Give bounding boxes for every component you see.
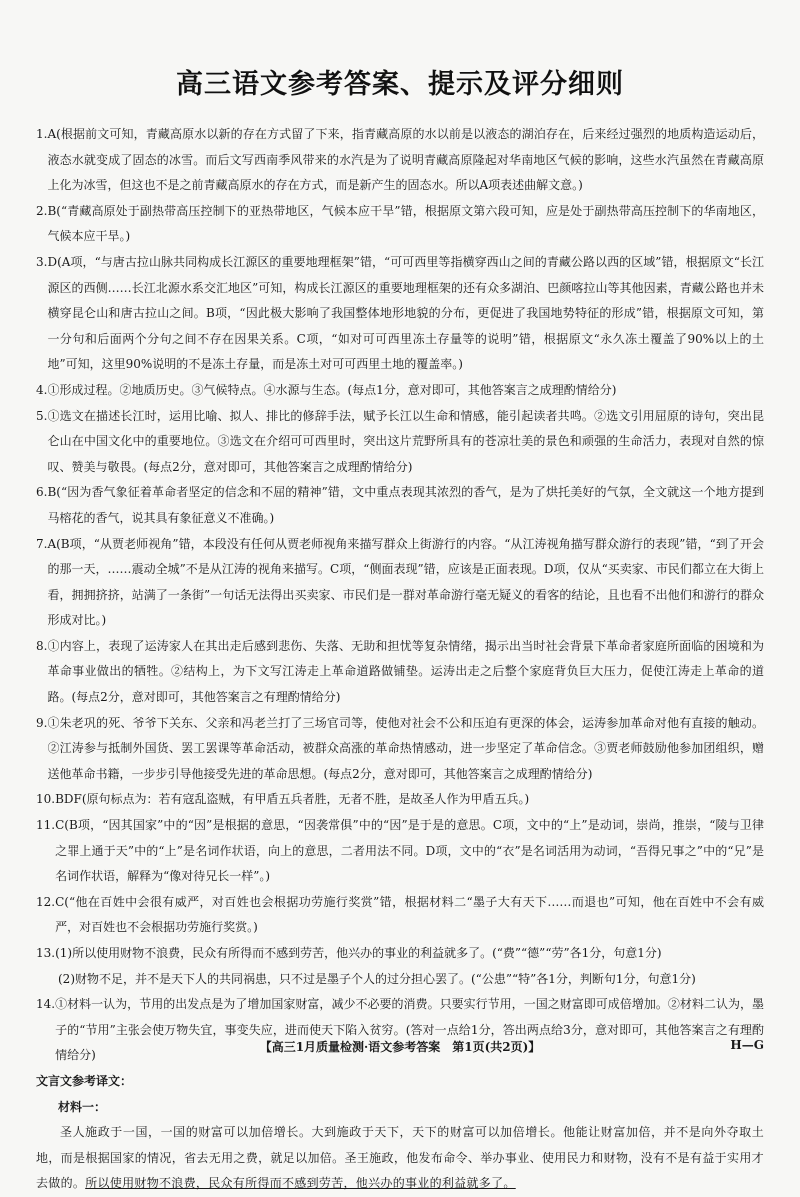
- answer-item: [36, 992, 764, 1069]
- answer-item: [36, 404, 764, 481]
- answer-number: 6.: [36, 485, 48, 500]
- answer-text: ①朱老巩的死、爷爷下关东、父亲和冯老兰打了三场官司等，使他对社会不公和压迫有更深的体会，运涛参加革命对他有直接的触动。②江涛参与抵制外国货、罢工罢课等革命活动，被群众高涨的革命热情感动，进一步坚定了革命信念。③贾老师鼓励他参加团组织，赠送他革命书籍，一步步引导他接受先进的革命思想。(每点2分，意对即可，其他答案言之成理酌情给分): [47, 715, 764, 781]
- answer-text: ①形成过程。②地质历史。③气候特点。④水源与生态。(每点1分，意对即可，其他答案言之成理酌情给分): [47, 382, 617, 397]
- answer-item: [36, 890, 764, 941]
- answer-text: C(“他在百姓中会很有威严，对百姓也会根据功劳施行奖赏”错，根据材料二“墨子大有天下……而退也”可知，他在百姓中不会有威严，对百姓也不会根据功劳施行奖赏。): [55, 894, 764, 935]
- footer-title: 【高三1月质量检测·语文参考答案 第1页(共2页)】: [259, 1040, 541, 1054]
- answer-body: [36, 122, 764, 1197]
- answer-item: [36, 967, 764, 993]
- material-text-underlined: 所以使用财物不浪费，民众有所得而不感到劳苦，他兴办的事业的利益就多了。: [85, 1176, 516, 1191]
- answer-list: [36, 122, 764, 1069]
- answer-number: 1.: [36, 127, 48, 141]
- answer-item: [36, 787, 764, 813]
- answer-number: 4.: [36, 382, 48, 397]
- answer-text: BDF(原句标点为：若有寇乱盗贼，有甲盾五兵者胜，无者不胜，是故圣人作为甲盾五兵。): [55, 792, 530, 807]
- answer-item: [36, 941, 764, 967]
- answer-text: B(“青藏高原处于副热带高压控制下的亚热带地区，气候本应干旱”错，根据原文第六段可知，应是处于副热带高压控制下的华南地区，气候本应干旱。): [47, 203, 764, 244]
- answer-number: 3.: [36, 254, 48, 269]
- material-text: [36, 1120, 764, 1197]
- translation-section-label: 文言文参考译文：: [36, 1073, 133, 1088]
- answer-number: 11.: [36, 818, 56, 833]
- answer-item: [36, 634, 764, 711]
- material-text-plain: 圣人施政于一国，一国的财富可以加倍增长。大到施政于天下，天下的财富可以加倍增长。他能让财富加倍，并不是向外夺取土地，而是根据国家的情况，省去无用之费，就足以加倍。圣王施政，他发布命令、举办事业、使用民力和财物，没有不是有益于实用才去做的。: [36, 1125, 764, 1191]
- answer-text: B(“因为香气象征着革命者坚定的信念和不屈的精神”错，文中重点表现其浓烈的香气，是为了烘托美好的气氛，全文就这一个地方提到马榕花的香气，说其具有象征意义不准确。): [47, 485, 764, 525]
- answer-text: C(B项，“因其国家”中的“因”是根据的意思，“因袭常俱”中的“因”是于是的意思。C项，文中的“上”是动词，崇尚，推崇，“陵与卫律之罪上通于天”中的“上”是名词作状语，向上的意思，二者用法不同。D项，文中的“衣”是名词活用为动词，“吾得兄事之”中的“兄”是名词作状语，解释为“像对待兄长一样”。): [55, 818, 764, 884]
- footer-code: H—G: [730, 1038, 764, 1052]
- answer-item: [36, 122, 764, 199]
- page-title: 高三语文参考答案、提示及评分细则: [176, 69, 624, 100]
- answer-number: 5.: [36, 408, 48, 423]
- answer-number: 13.: [36, 946, 56, 960]
- answer-text: ①选文在描述长江时，运用比喻、拟人、排比的修辞手法，赋予长江以生命和情感，能引起读者共鸣。②选文引用屈原的诗句，突出昆仑山在中国文化中的重要地位。③选文在介绍可可西里时，突出这片荒野所具有的苍凉壮美的景色和顽强的生命活力，表现对自然的惊叹、赞美与敬畏。(每点2分，意对即可，其他答案言之成理酌情给分): [47, 408, 764, 474]
- answer-text: (2)财物不足，并不是天下人的共同祸患，只不过是墨子个人的过分担心罢了。(“公患”“特”各1分，判断句1分，句意1分): [58, 971, 696, 986]
- answer-number: 12.: [36, 894, 56, 909]
- answer-item: [36, 711, 764, 788]
- answer-text: A(根据前文可知，青藏高原水以新的存在方式留了下来，指青藏高原的水以前是以液态的湖泊存在，后来经过强烈的地质构造运动后，液态水就变成了固态的冰雪。而后文写西南季风带来的水汽是为了说明青藏高原隆起对华南地区气候的影响，这些水汽虽然在青藏高原上化为冰雪，但这也不是之前青藏高原水的存在方式，而是新产生的固态水。所以A项表述曲解文意。): [47, 127, 764, 193]
- answer-text: ①材料一认为，节用的出发点是为了增加国家财富，减少不必要的消费。只要实行节用，一国之财富即可成倍增加。②材料二认为，墨子的“节用”主张会使万物失宜，事变失应，进而使天下陷入贫穷。(答对一点给1分，答出两点给3分，意对即可，其他答案言之有理酌情给分): [55, 997, 764, 1063]
- answer-number: 10.: [36, 792, 56, 807]
- answer-text: (1)所以使用财物不浪费，民众有所得而不感到劳苦，他兴办的事业的利益就多了。(“费”“德”“劳”各1分，句意1分): [55, 946, 662, 960]
- answer-number: 7.: [36, 536, 48, 551]
- answer-item: [36, 378, 764, 404]
- answer-text: ①内容上，表现了运涛家人在其出走后感到悲伤、失落、无助和担忧等复杂情绪，揭示出当时社会背景下革命者家庭所面临的困境和为革命事业做出的牺牲。②结构上，为下文写江涛走上革命道路做铺垫。运涛出走之后整个家庭背负巨大压力，促使江涛走上革命的道路。(每点2分，意对即可，其他答案言之有理酌情给分): [47, 638, 764, 705]
- answer-text: D(A项，“与唐古拉山脉共同构成长江源区的重要地理框架”错，“可可西里等指横穿西山之间的青藏公路以西的区域”错，根据原文“长江源区的西侧……长江北源水系交汇地区”可知，构成长江源区的重要地理框架的还有众多湖泊、巴颜喀拉山等其他因素，青藏公路也并未横穿昆仑山和唐古拉山之间。B项，“因此极大影响了我国整体地形地貌的分布，更促进了我国地势特征的形成”错，根据原文可知，第一分句和后面两个分句之间不存在因果关系。C项，“如对可可西里冻土存量等的说明”错，根据原文“永久冻土覆盖了90%以上的土地”可知，这里90%说明的不是冻土存量，而是冻土对可可西里土地的覆盖率。): [47, 254, 764, 372]
- material-label: 材料一：: [58, 1099, 107, 1114]
- answer-number: 2.: [36, 203, 48, 218]
- answer-item: [36, 250, 764, 378]
- answer-item: [36, 532, 764, 634]
- answer-number: 14.: [36, 997, 56, 1012]
- answer-item: [36, 480, 764, 531]
- answer-number: 8.: [36, 638, 48, 653]
- page-footer: [36, 1038, 764, 1055]
- answer-text: A(B项，“从贾老师视角”错，本段没有任何从贾老师视角来描写群众上街游行的内容。“从江涛视角描写群众游行的表现”错，“到了开会的那一天，……震动全城”不是从江涛的视角来描写。C项，“侧面表现”错，应该是正面表现。D项，仅从“买卖家、市民们都立在大街上看，拥拥挤挤，站满了一条街”一句话无法得出买卖家、市民们是一群对革命游行毫无疑义的看客的结论，且也看不出他们和游行的群众形成对比。): [47, 536, 764, 628]
- answer-item: [36, 199, 764, 250]
- answer-item: [36, 813, 764, 890]
- answer-number: 9.: [36, 715, 48, 730]
